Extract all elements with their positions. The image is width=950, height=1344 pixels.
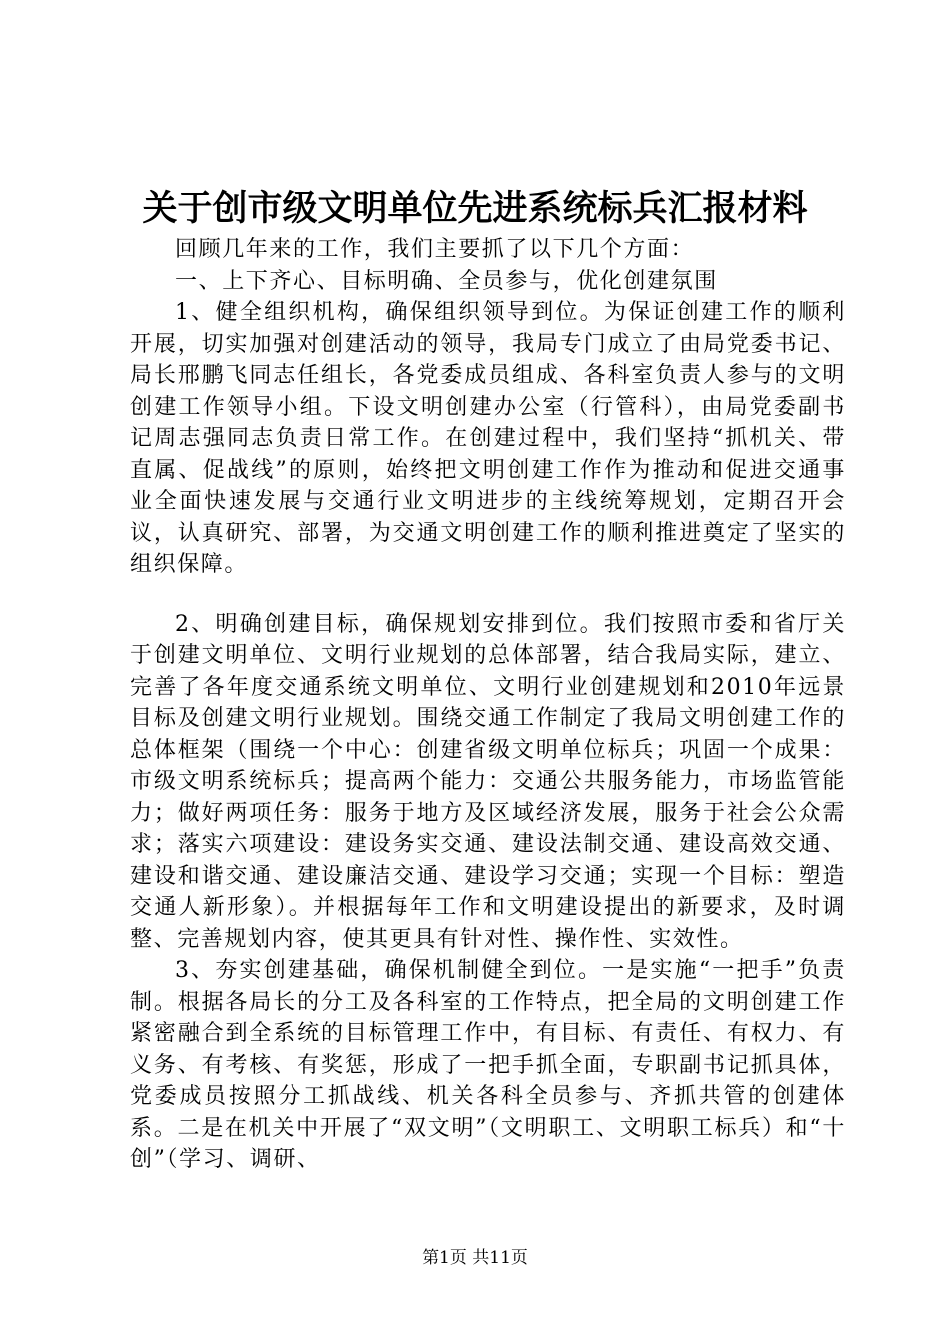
document-title: 关于创市级文明单位先进系统标兵汇报材料: [142, 188, 808, 229]
paragraph-spacer: [130, 581, 846, 609]
page-number: 第1页 共11页: [422, 1248, 528, 1268]
paragraph-2: 2、明确创建目标，确保规划安排到位。我们按照市委和省厅关于创建文明单位、文明行业规划的总体部署，结合我局实际，建立、完善了各年度交通系统文明单位、文明行业创建规划和2010年远景目标及创建文明行业规划。围绕交通工作制定了我局文明创建工作的总体框架（围绕一个中心：创建省级文明单位标兵；巩固一个成果：市级文明系统标兵；提高两个能力：交通公共服务能力，市场监管能力；做好两项任务：服务于地方及区域经济发展，服务于社会公众需求；落实六项建设：建设务实交通、建设法制交通、建设高效交通、建设和谐交通、建设廉洁交通、建设学习交通；实现一个目标：塑造交通人新形象）。并根据每年工作和文明建设提出的新要求，及时调整、完善规划内容，使其更具有针对性、操作性、实效性。: [130, 611, 846, 952]
section-heading: 一、上下齐心、目标明确、全员参与，优化创建氛围: [175, 268, 718, 294]
paragraph-3: 3、夯实创建基础，确保机制健全到位。一是实施“一把手”负责制。根据各局长的分工及各科室的工作特点，把全局的文明创建工作紧密融合到全系统的目标管理工作中，有目标、有责任、有权力、有义务、有考核、有奖惩，形成了一把手抓全面，专职副书记抓具体，党委成员按照分工抓战线、机关各科全员参与、齐抓共管的创建体系。二是在机关中开展了“双文明”（文明职工、文明职工标兵）和“十创”（学习、调研、: [130, 958, 846, 1172]
document-body: [130, 234, 846, 1176]
intro-paragraph: 回顾几年来的工作，我们主要抓了以下几个方面：: [175, 237, 695, 262]
paragraph-1: 1、健全组织机构，确保组织领导到位。为保证创建工作的顺利开展，切实加强对创建活动的领导，我局专门成立了由局党委书记、局长邢鹏飞同志任组长，各党委成员组成、各科室负责人参与的文明创建工作领导小组。下设文明创建办公室（行管科），由局党委副书记周志强同志负责日常工作。在创建过程中，我们坚持“抓机关、带直属、促战线”的原则，始终把文明创建工作作为推动和促进交通事业全面快速发展与交通行业文明进步的主线统筹规划，定期召开会议，认真研究、部署，为交通文明创建工作的顺利推进奠定了坚实的组织保障。: [130, 300, 846, 577]
